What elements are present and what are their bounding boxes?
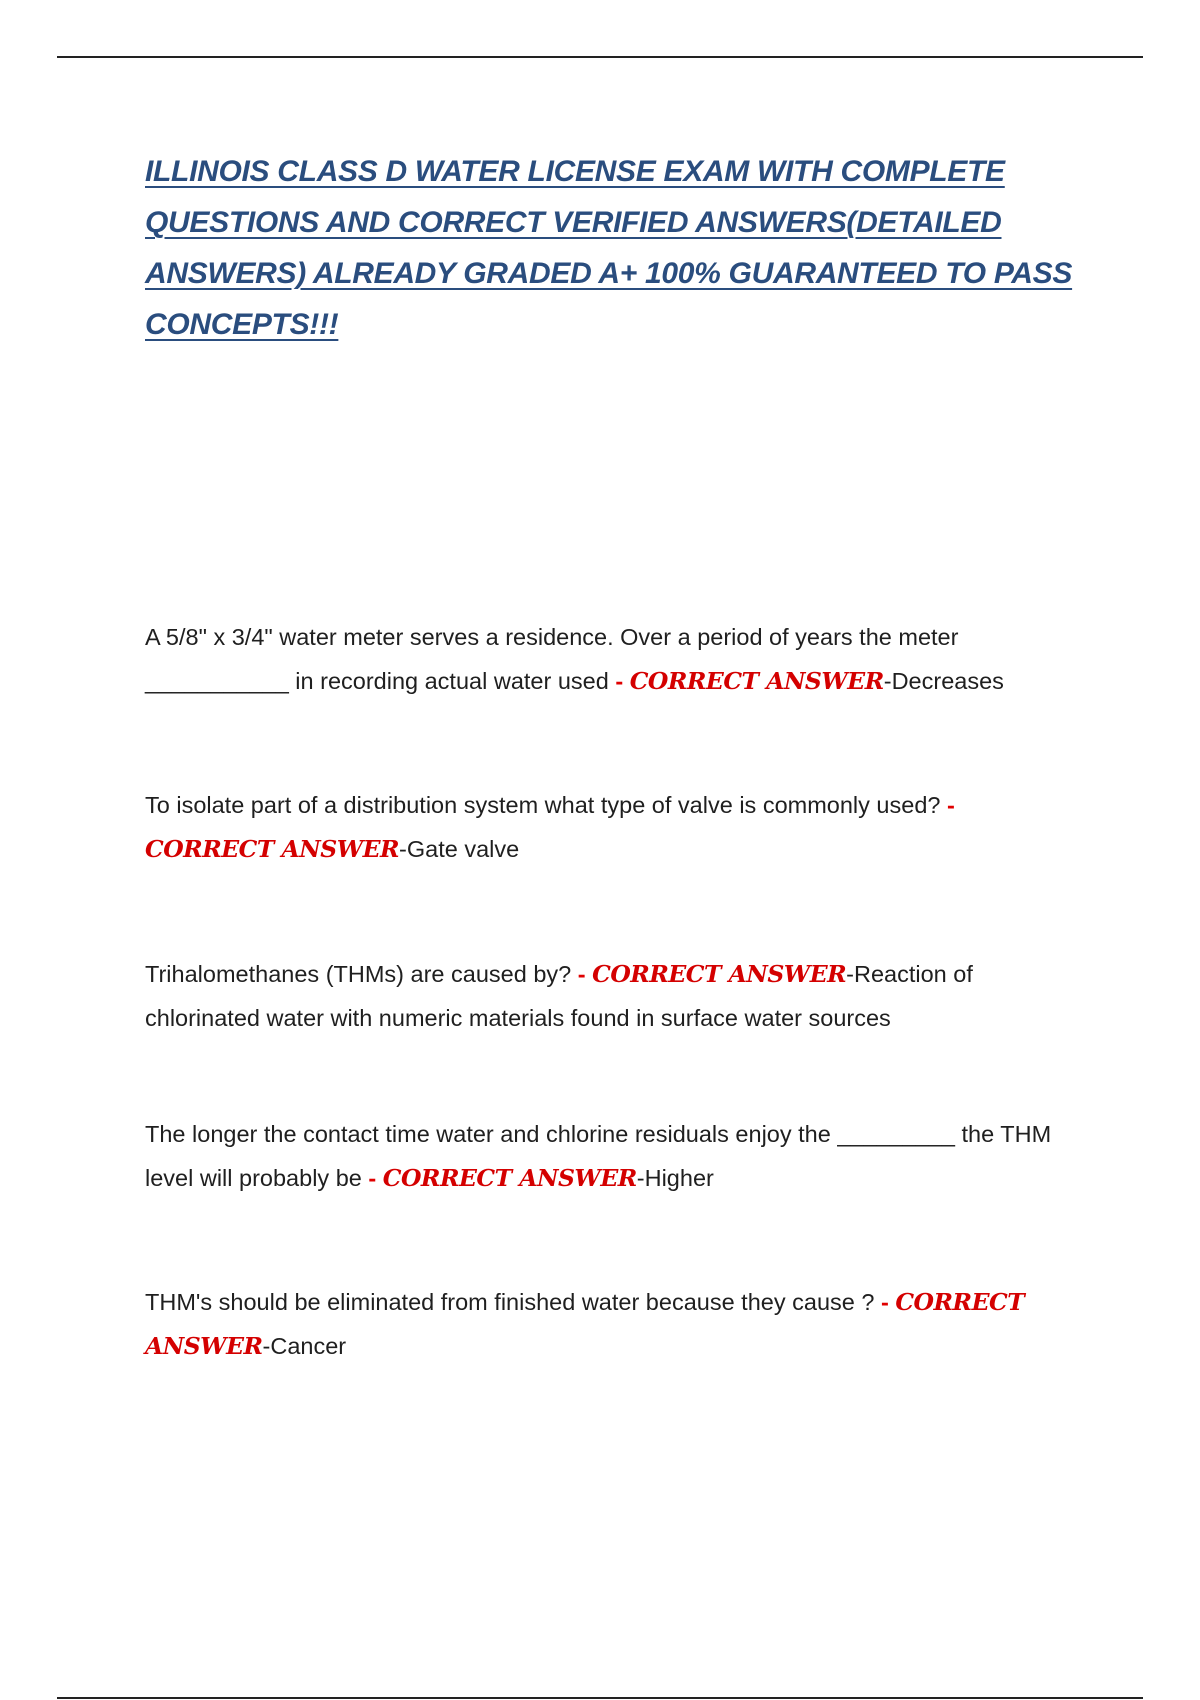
question-text: To isolate part of a distribution system what type of valve is commonly used? xyxy=(145,792,941,818)
question-text: The longer the contact time water and chlorine residuals enjoy the _________ the THM level will probably be xyxy=(145,1121,1052,1191)
qa-item xyxy=(145,615,1085,703)
question-text: THM's should be eliminated from finished water because they cause ? xyxy=(145,1289,875,1315)
question-text: Trihalomethanes (THMs) are caused by? xyxy=(145,961,572,987)
answer-separator: - xyxy=(361,1165,383,1191)
question-text: A 5/8" x 3/4" water meter serves a residence. Over a period of years the meter ___________ in recording actual water used xyxy=(145,624,959,694)
answer-text: -Higher xyxy=(636,1165,714,1191)
answer-separator: - xyxy=(608,668,630,694)
correct-answer-marker: CORRECT ANSWER xyxy=(145,835,400,863)
answer-text: -Reaction of chlorinated water with numeric materials found in surface water sources xyxy=(145,961,973,1031)
answer-text: -Gate valve xyxy=(399,836,520,862)
header-rule xyxy=(57,56,1143,58)
qa-item xyxy=(145,783,1085,871)
answer-separator: - xyxy=(940,792,955,818)
answer-text: -Cancer xyxy=(262,1333,347,1359)
answer-text: -Decreases xyxy=(883,668,1004,694)
footer-rule xyxy=(57,1697,1143,1699)
answer-separator: - xyxy=(571,961,593,987)
correct-answer-marker: CORRECT ANSWER xyxy=(592,960,847,988)
document-title: ILLINOIS CLASS D WATER LICENSE EXAM WITH COMPLETE QUESTIONS AND CORRECT VERIFIED ANSWERS(DETAILED ANSWERS) ALREADY GRADED A+ 100% GUARANTEED TO PASS CONCEPTS!!! xyxy=(145,155,1073,341)
answer-separator: - xyxy=(874,1289,896,1315)
correct-answer-marker: CORRECT ANSWER xyxy=(629,667,884,695)
qa-item xyxy=(145,1280,1085,1368)
correct-answer-marker: CORRECT ANSWER xyxy=(145,1288,1025,1360)
qa-item xyxy=(145,952,1085,1040)
qa-item xyxy=(145,1112,1085,1200)
correct-answer-marker: CORRECT ANSWER xyxy=(382,1164,637,1192)
